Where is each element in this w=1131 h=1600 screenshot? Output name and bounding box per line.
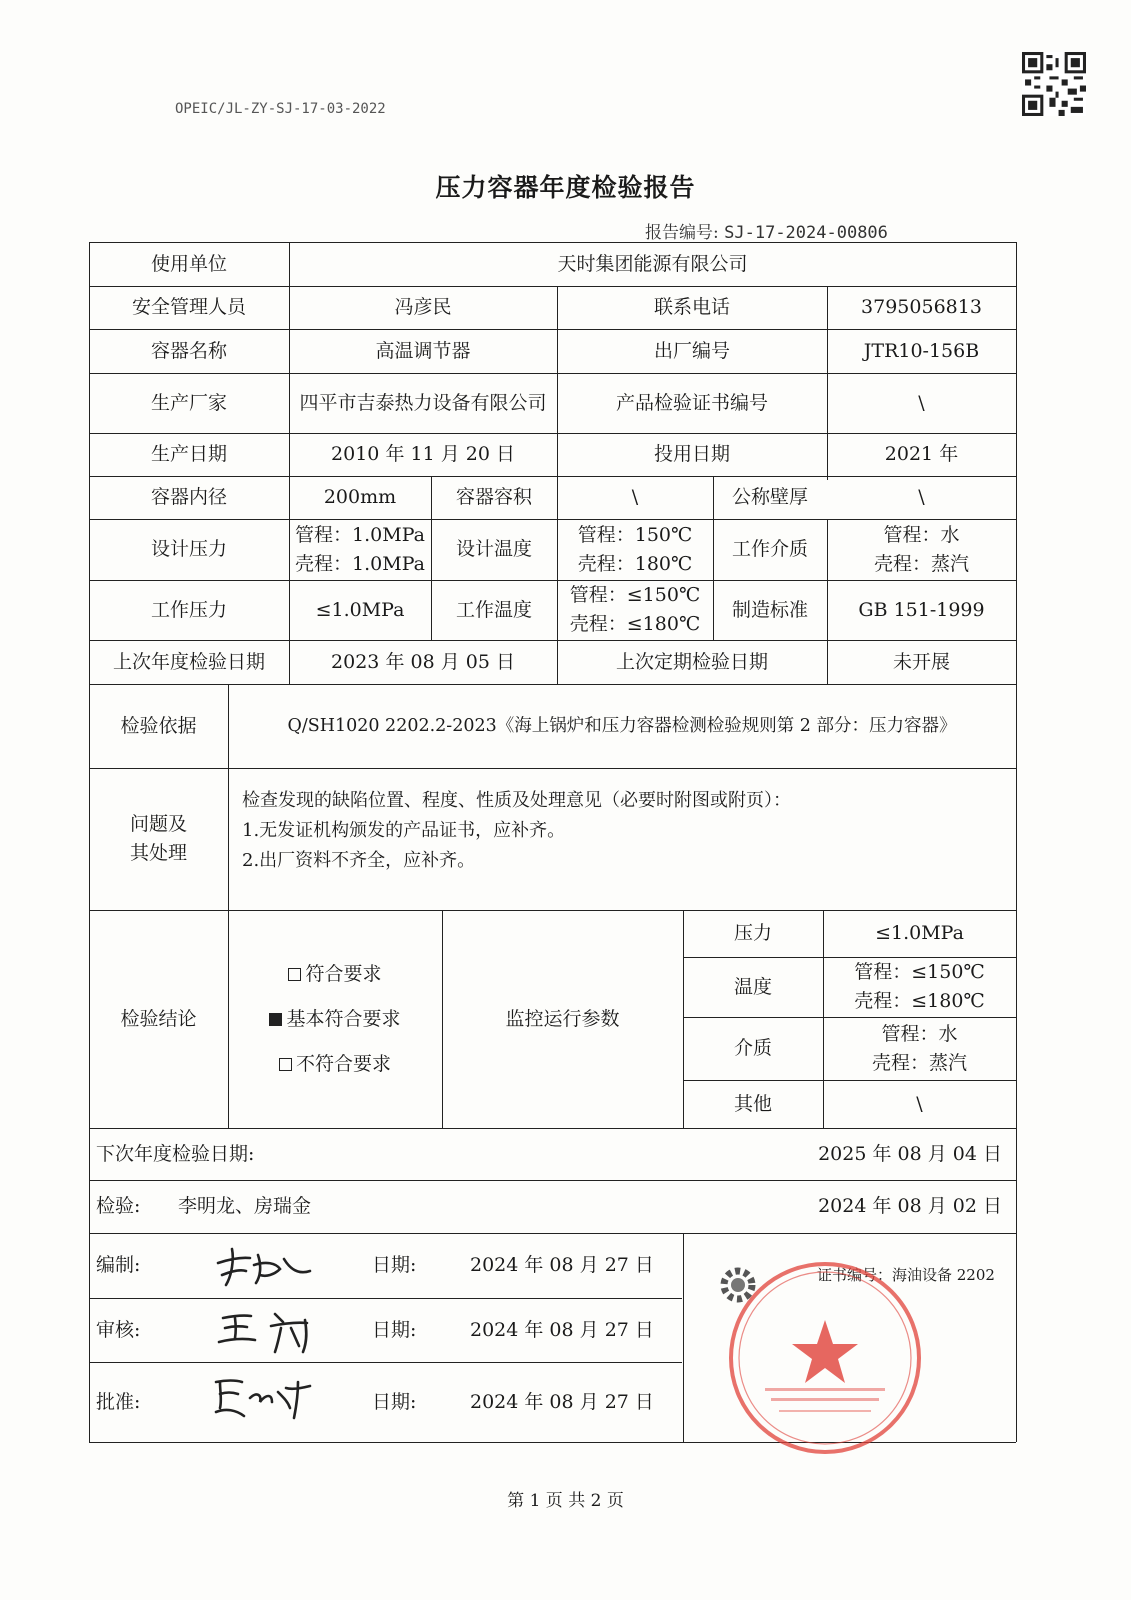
volume-value: \ <box>631 486 639 508</box>
review-signature <box>215 1306 325 1356</box>
design-pressure-value <box>289 519 431 580</box>
problem-item: 2.出厂资料不齐全，应补齐。 <box>242 850 476 871</box>
compile-signature <box>210 1245 320 1289</box>
monitor-label: 监控运行参数 <box>505 1007 620 1030</box>
basis-value: Q/SH1020 2202.2-2023《海上锅炉和压力容器检测检验规则第 2 部分：压力容器》 <box>287 715 957 736</box>
page-footer: 第 1 页 共 2 页 <box>507 1491 624 1511</box>
next-date-label: 下次年度检验日期: <box>96 1142 255 1165</box>
vessel-name-value: 高温调节器 <box>375 339 471 362</box>
monitor-pressure-value: ≤1.0MPa <box>875 922 964 944</box>
inspect-label: 检验: <box>96 1195 141 1217</box>
problem-item: 1.无发证机构颁发的产品证书，应补齐。 <box>242 820 566 841</box>
serial-value: JTR10-156B <box>863 339 980 362</box>
checkbox-empty-icon[interactable] <box>288 968 301 981</box>
last-annual-value: 2023 年 08 月 05 日 <box>331 650 515 673</box>
option-label: 不符合要求 <box>295 1052 391 1075</box>
standard-value: GB 151-1999 <box>858 598 985 621</box>
report-number <box>645 218 888 243</box>
design-temp-value <box>557 519 713 580</box>
monitor-medium-tube: 管程：水 <box>881 1022 958 1045</box>
conclusion-option-conform[interactable] <box>288 952 381 997</box>
approve-label: 批准: <box>96 1390 141 1413</box>
inner-dia-label: 容器内径 <box>150 486 227 508</box>
medium-tube: 管程：水 <box>883 523 960 546</box>
design-pressure-label: 设计压力 <box>150 538 227 560</box>
compile-date: 2024 年 08 月 27 日 <box>470 1254 654 1276</box>
conclusion-option-basic-conform[interactable] <box>269 997 400 1042</box>
inspectors: 李明龙、房瑞金 <box>178 1195 312 1217</box>
report-title: 压力容器年度检验报告 <box>435 173 696 202</box>
in-use-label: 投用日期 <box>653 443 730 465</box>
problem-intro: 检查发现的缺陷位置、程度、性质及处理意见（必要时附图或附页）： <box>242 790 791 811</box>
inspect-date: 2024 年 08 月 02 日 <box>818 1195 1002 1217</box>
in-use-value: 2021 年 <box>884 443 959 465</box>
checkbox-empty-icon[interactable] <box>279 1058 292 1071</box>
conclusion-options <box>228 910 442 1128</box>
compile-label: 编制: <box>96 1254 141 1276</box>
problem-content <box>242 786 1002 876</box>
basis-label: 检验依据 <box>120 714 197 737</box>
cert-no-label: 产品检验证书编号 <box>615 391 768 414</box>
monitor-medium-shell: 壳程：蒸汽 <box>871 1051 967 1074</box>
design-pressure-tube: 管程：1.0MPa <box>295 523 425 546</box>
monitor-temp-label: 温度 <box>733 975 772 998</box>
problem-label-line2: 其处理 <box>129 842 187 864</box>
monitor-medium-label: 介质 <box>733 1037 772 1059</box>
review-date-label: 日期: <box>372 1318 417 1341</box>
document-code: OPEIC/JL-ZY-SJ-17-03-2022 <box>175 101 386 117</box>
monitor-medium-value <box>823 1017 1016 1080</box>
gear-logo-icon <box>715 1262 761 1308</box>
review-label: 审核: <box>96 1318 141 1341</box>
review-date: 2024 年 08 月 27 日 <box>470 1318 654 1341</box>
volume-label: 容器容积 <box>455 486 532 508</box>
last-annual-label: 上次年度检验日期 <box>112 650 265 673</box>
serial-label: 出厂编号 <box>653 339 730 362</box>
work-temp-tube: 管程：≤150℃ <box>569 584 701 606</box>
design-temp-label: 设计温度 <box>455 538 532 560</box>
phone-label: 联系电话 <box>653 296 730 318</box>
next-date-value: 2025 年 08 月 04 日 <box>818 1142 1002 1165</box>
medium-shell: 壳程：蒸汽 <box>873 552 969 575</box>
monitor-temp-shell: 壳程：≤180℃ <box>854 990 985 1012</box>
approve-date-label: 日期: <box>372 1390 417 1413</box>
cert-no-value: \ <box>918 391 925 414</box>
standard-label: 制造标准 <box>731 598 808 621</box>
monitor-pressure-label: 压力 <box>733 922 772 944</box>
medium-label: 工作介质 <box>731 538 808 560</box>
problem-label-line1: 问题及 <box>129 813 187 835</box>
monitor-other-label: 其他 <box>733 1092 772 1115</box>
compile-date-label: 日期: <box>372 1254 417 1276</box>
prod-date-value: 2010 年 11 月 20 日 <box>331 443 515 465</box>
work-temp-label: 工作温度 <box>455 598 532 621</box>
manufacturer-label: 生产厂家 <box>150 391 227 414</box>
approve-signature <box>210 1372 320 1422</box>
design-temp-tube: 管程：150℃ <box>577 523 693 546</box>
last-periodic-label: 上次定期检验日期 <box>615 650 768 673</box>
monitor-other-value: \ <box>916 1092 923 1115</box>
phone-value: 3795056813 <box>861 296 982 318</box>
medium-value <box>827 519 1016 580</box>
report-number-value: SJ-17-2024-00806 <box>724 223 888 243</box>
conclusion-label: 检验结论 <box>120 1007 197 1030</box>
conclusion-option-nonconform[interactable] <box>279 1042 391 1087</box>
vessel-name-label: 容器名称 <box>150 339 227 362</box>
design-pressure-shell: 壳程：1.0MPa <box>295 552 425 575</box>
user-unit-label: 使用单位 <box>150 252 227 275</box>
work-temp-shell: 壳程：≤180℃ <box>569 613 701 635</box>
wall-label: 公称壁厚 <box>731 486 808 508</box>
work-pressure-label: 工作压力 <box>150 598 227 621</box>
user-unit-value: 天时集团能源有限公司 <box>557 252 748 275</box>
qr-code-icon <box>1022 52 1086 116</box>
inner-dia-value: 200mm <box>323 486 397 508</box>
manufacturer-value: 四平市吉泰热力设备有限公司 <box>299 391 547 414</box>
monitor-temp-tube: 管程：≤150℃ <box>854 961 985 983</box>
cert-label: 证书编号：海油设备 2202 <box>817 1266 995 1284</box>
option-label: 符合要求 <box>305 962 382 985</box>
wall-value: \ <box>918 486 925 508</box>
work-pressure-value: ≤1.0MPa <box>315 598 405 621</box>
design-temp-shell: 壳程：180℃ <box>577 552 693 575</box>
safety-manager-label: 安全管理人员 <box>131 296 246 318</box>
problem-label <box>89 768 228 910</box>
safety-manager-value: 冯彦民 <box>394 296 452 318</box>
checkbox-checked-icon[interactable] <box>269 1013 282 1026</box>
option-label: 基本符合要求 <box>286 1007 401 1030</box>
monitor-temp-value <box>823 957 1016 1017</box>
work-temp-value <box>557 580 713 640</box>
approve-date: 2024 年 08 月 27 日 <box>470 1390 654 1413</box>
last-periodic-value: 未开展 <box>892 650 950 673</box>
prod-date-label: 生产日期 <box>150 443 227 465</box>
report-number-label: 报告编号: <box>645 223 719 243</box>
